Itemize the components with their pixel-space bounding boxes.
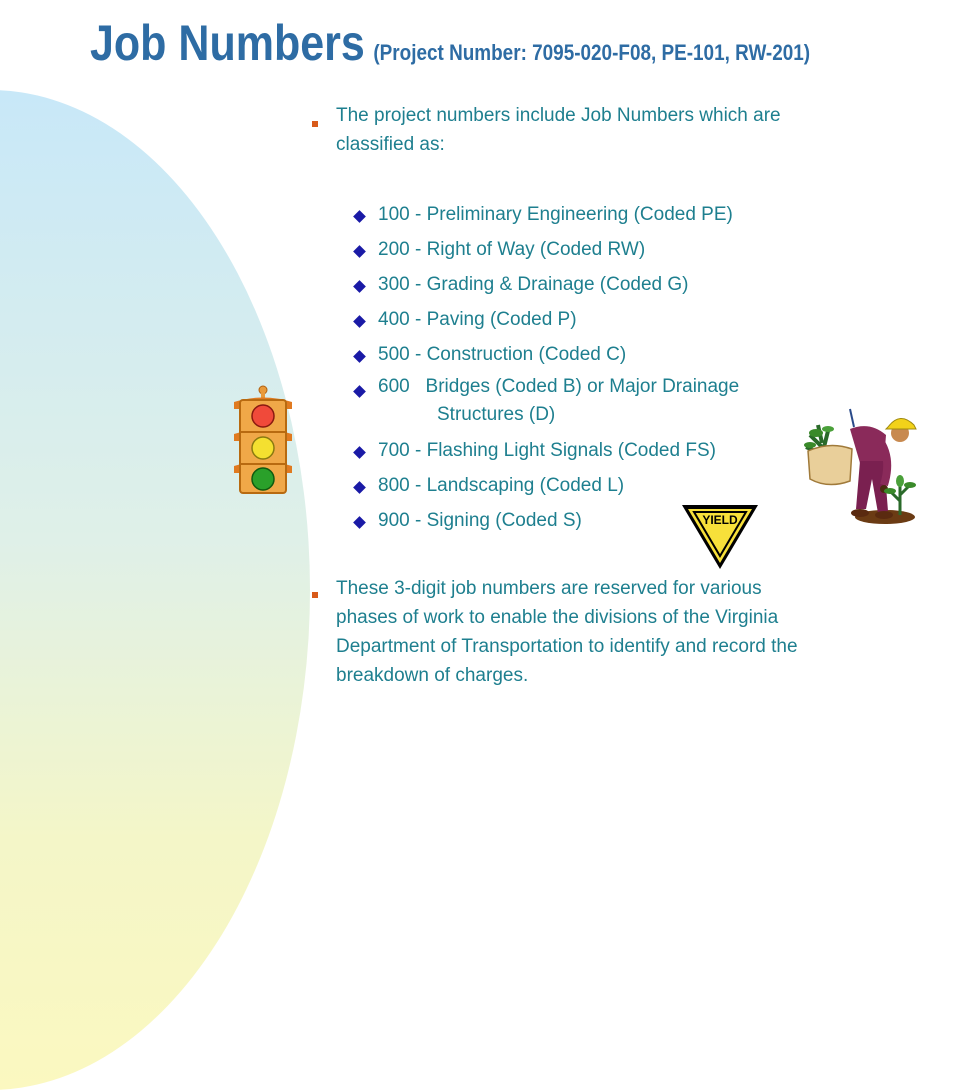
diamond-bullet (353, 385, 366, 398)
title-sub: (Project Number: 7095-020-F08, PE-101, RW-201) (373, 40, 811, 65)
diamond-bullet (353, 481, 366, 494)
diamond-bullet (353, 516, 366, 529)
job-item: 100 - Preliminary Engineering (Coded PE) (378, 204, 733, 225)
diamond-bullet (353, 210, 366, 223)
square-bullet (312, 592, 318, 598)
job-item: 400 - Paving (Coded P) (378, 309, 577, 330)
yield-sign-icon (680, 503, 760, 571)
title-main: Job Numbers (90, 15, 365, 71)
job-item: 600 Bridges (Coded B) or Major Drainage (378, 376, 740, 397)
outro-line-2: phases of work to enable the divisions of the Virginia (336, 607, 779, 628)
job-item: 700 - Flashing Light Signals (Coded FS) (378, 440, 716, 461)
job-item: 500 - Construction (Coded C) (378, 344, 627, 365)
diamond-bullet (353, 245, 366, 258)
yield-sign-text: YIELD (702, 513, 738, 527)
diamond-bullet (353, 280, 366, 293)
diamond-bullet (353, 315, 366, 328)
diamond-bullet (353, 446, 366, 459)
gardener-worker-icon (800, 405, 920, 535)
job-item: 900 - Signing (Coded S) (378, 510, 582, 531)
traffic-light-icon (232, 385, 294, 495)
intro-line-2: classified as: (336, 134, 445, 155)
job-item: 300 - Grading & Drainage (Coded G) (378, 274, 689, 295)
intro-line-1: The project numbers include Job Numbers which are (336, 105, 781, 126)
job-item: 200 - Right of Way (Coded RW) (378, 239, 646, 260)
outro-line-4: breakdown of charges. (336, 665, 529, 686)
outro-line-1: These 3-digit job numbers are reserved for various (336, 578, 762, 599)
diamond-bullet (353, 350, 366, 363)
job-item: 800 - Landscaping (Coded L) (378, 475, 625, 496)
outro-line-3: Department of Transportation to identify and record the (336, 636, 798, 657)
job-item-continued: Structures (D) (437, 404, 556, 425)
square-bullet (312, 121, 318, 127)
